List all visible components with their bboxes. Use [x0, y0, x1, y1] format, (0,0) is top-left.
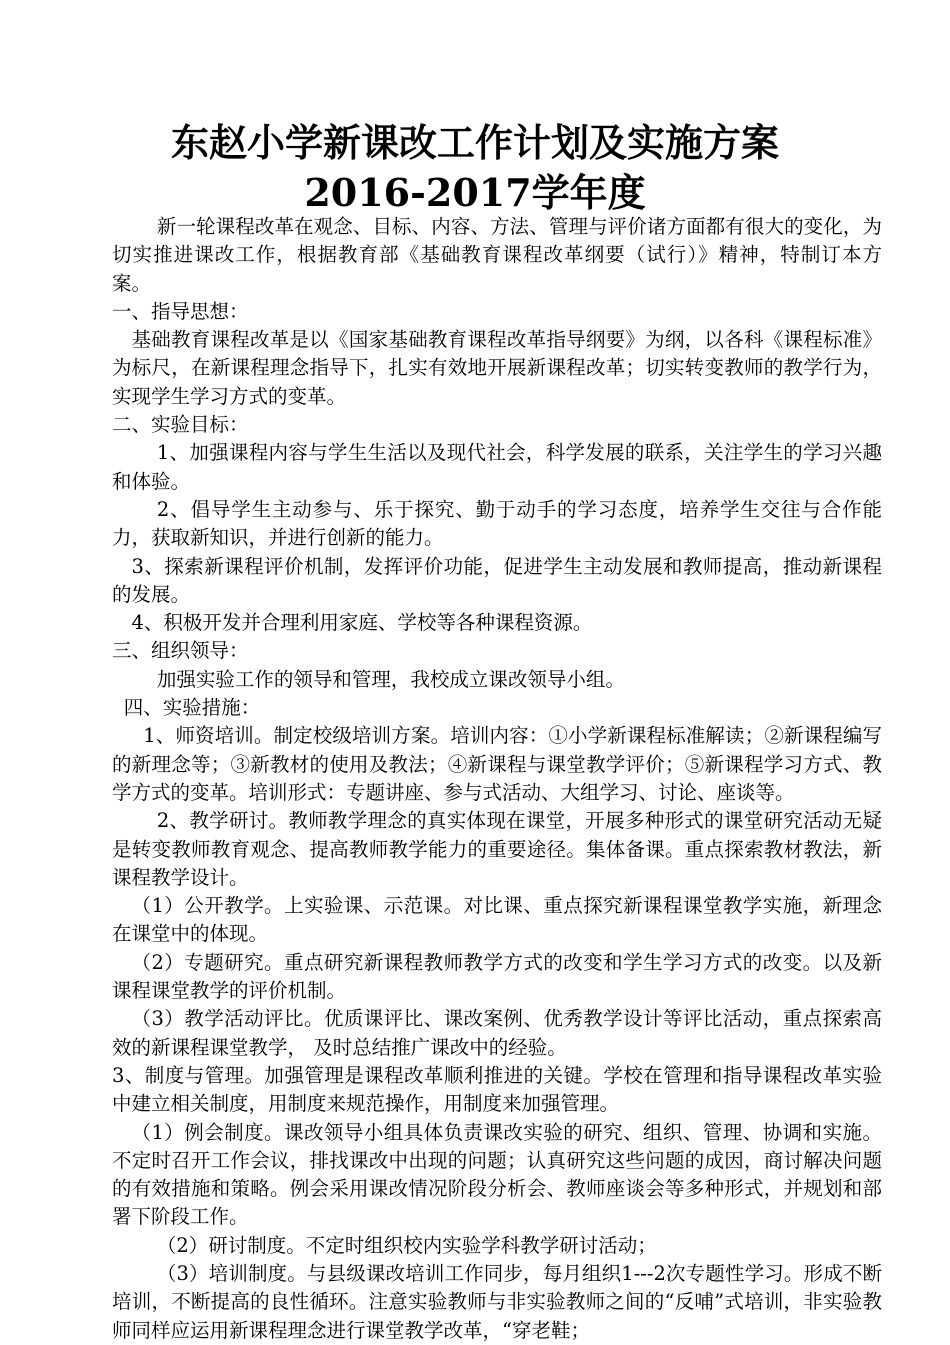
paragraph-training-system: （3）培训制度。与县级课改培训工作同步，每月组织1---2次专题性学习。形成不断培训，不断提高的良性循环。注意实验教师与非实验教师之间的“反哺”式培训，非实验教师同样应运用新课程理念进行课堂教学改革，“穿老鞋；: [112, 1261, 882, 1342]
paragraph-system-management: 3、制度与管理。加强管理是课程改革顺利推进的关键。学校在管理和指导课程改革实验中建立相关制度，用制度来规范操作，用制度来加强管理。: [112, 1063, 882, 1116]
paragraph-measure-research: 2、教学研讨。教师教学理念的真实体现在课堂，开展多种形式的课堂研究活动无疑是转变教师教育观念、提高教师教学能力的重要途径。集体备课。重点探索教材教法，新课程教学设计。: [112, 809, 882, 889]
paragraph-topic-research: （2）专题研究。重点研究新课程教师教学方式的改变和学生学习方式的改变。以及新课程课堂教学的评价机制。: [112, 950, 882, 1003]
paragraph-measure-training: 1、师资培训。制定校级培训方案。培训内容：①小学新课程标准解读；②新课程编写的新理念等；③新教材的使用及教法；④新课程与课堂教学评价；⑤新课程学习方式、教学方式的变革。培训形式：专题讲座、参与式活动、大组学习、讨论、座谈等。: [112, 724, 882, 804]
paragraph-goal-2: 2、倡导学生主动参与、乐于探究、勤于动手的学习态度，培养学生交往与合作能力，获取新知识，并进行创新的能力。: [112, 497, 882, 550]
section-heading-goals: 二、实验目标：: [112, 413, 249, 437]
paragraph-seminar-system: （2）研讨制度。不定时组织校内实验学科教学研讨活动；: [156, 1233, 657, 1257]
section-heading-leadership: 三、组织领导：: [112, 639, 249, 663]
paragraph-goal-4: 4、积极开发并合理利用家庭、学校等各种课程资源。: [131, 611, 593, 635]
paragraph-leadership: 加强实验工作的领导和管理，我校成立课改领导小组。: [156, 667, 625, 691]
paragraph-goal-1: 1、加强课程内容与学生生活以及现代社会，科学发展的联系，关注学生的学习兴趣和体验。: [112, 441, 882, 493]
paragraph-public-teaching: （1）公开教学。上实验课、示范课。对比课、重点探究新课程课堂教学实施，新理念在课堂中的体现。: [112, 894, 882, 946]
document-subtitle: 2016-2017学年度: [304, 170, 646, 215]
paragraph-guiding-thought: 基础教育课程改革是以《国家基础教育课程改革指导纲要》为纲，以各科《课程标准》为标尺，在新课程理念指导下，扎实有效地开展新课程改革；切实转变教师的教学行为，实现学生学习方式的变革。: [112, 328, 882, 408]
section-heading-measures: 四、实验措施：: [123, 696, 261, 720]
paragraph-intro: 新一轮课程改革在观念、目标、内容、方法、管理与评价诸方面都有很大的变化，为切实推进课改工作，根据教育部《基础教育课程改革纲要（试行）》精神，特制订本方案。: [112, 215, 882, 295]
paragraph-goal-3: 3、探索新课程评价机制，发挥评价功能，促进学生主动发展和教师提高，推动新课程的发展。: [112, 554, 882, 606]
document-body: [112, 213, 882, 1345]
document-title: 东赵小学新课改工作计划及实施方案: [170, 120, 779, 165]
section-heading-guiding-thought: 一、指导思想：: [112, 299, 249, 323]
paragraph-activity-evaluation: （3）教学活动评比。优质课评比、课改案例、优秀教学设计等评比活动，重点探索高效的新课程课堂教学， 及时总结推广课改中的经验。: [112, 1007, 882, 1059]
paragraph-meeting-system: （1）例会制度。课改领导小组具体负责课改实验的研究、组织、管理、协调和实施。不定时召开工作会议，排找课改中出现的问题；认真研究这些问题的成因，商讨解决问题的有效措施和策略。例会采用课改情况阶段分析会、教师座谈会等多种形式，并规划和部署下阶段工作。: [112, 1120, 882, 1229]
